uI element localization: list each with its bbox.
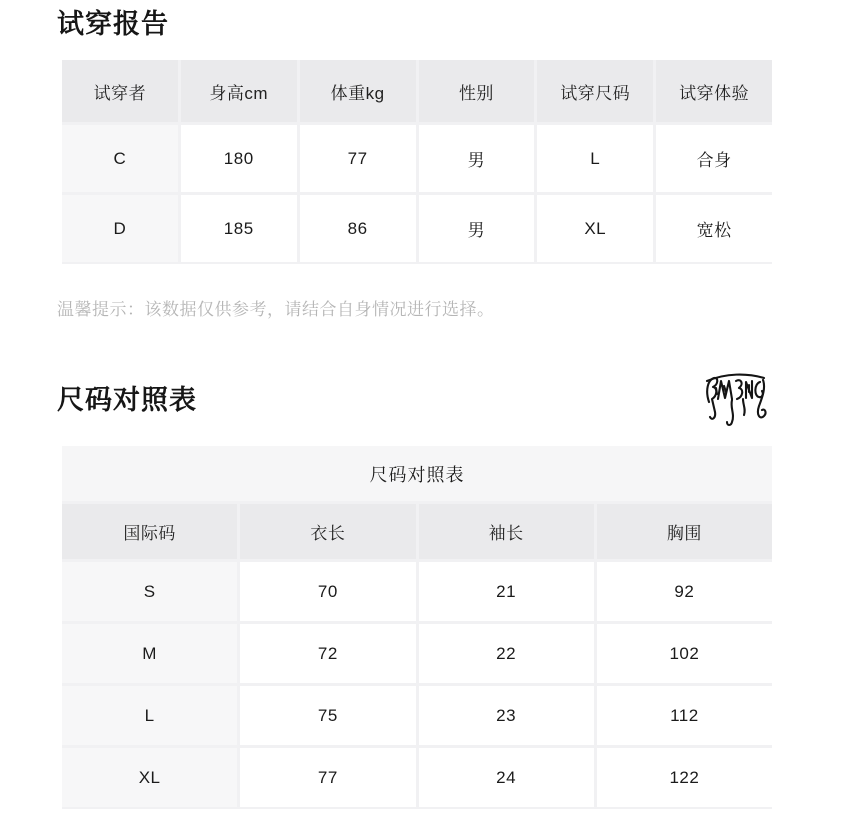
table-cell: D xyxy=(62,195,178,262)
table-cell: 77 xyxy=(300,125,416,192)
table-header-cell: 身高cm xyxy=(181,60,297,122)
size-chart-title: 尺码对照表 xyxy=(57,385,197,415)
table-header-cell: 袖长 xyxy=(419,504,594,559)
scribble-signature-brand-logo-icon xyxy=(702,372,768,436)
table-cell: L xyxy=(62,686,237,745)
table-cell: 21 xyxy=(419,562,594,621)
size-chart-table-caption: 尺码对照表 xyxy=(62,446,772,501)
fit-report-title: 试穿报告 xyxy=(57,9,169,39)
fit-report-table xyxy=(62,60,772,264)
table-header-cell: 胸围 xyxy=(597,504,772,559)
table-header-cell: 试穿者 xyxy=(62,60,178,122)
table-cell: 22 xyxy=(419,624,594,683)
table-cell: 23 xyxy=(419,686,594,745)
table-cell: 92 xyxy=(597,562,772,621)
fit-report-note: 温馨提示：该数据仅供参考，请结合自身情况进行选择。 xyxy=(57,300,495,319)
table-cell: 75 xyxy=(240,686,415,745)
table-cell: 合身 xyxy=(656,125,772,192)
table-cell: 72 xyxy=(240,624,415,683)
size-chart-section xyxy=(57,384,849,809)
table-cell: 102 xyxy=(597,624,772,683)
table-cell: 男 xyxy=(419,195,535,262)
table-cell: 24 xyxy=(419,748,594,807)
table-cell: 180 xyxy=(181,125,297,192)
table-cell: L xyxy=(537,125,653,192)
table-header-cell: 试穿体验 xyxy=(656,60,772,122)
table-cell: 77 xyxy=(240,748,415,807)
table-cell: S xyxy=(62,562,237,621)
table-cell: 122 xyxy=(597,748,772,807)
table-cell: M xyxy=(62,624,237,683)
table-header-cell: 国际码 xyxy=(62,504,237,559)
size-chart-section-header xyxy=(57,384,849,416)
table-cell: 86 xyxy=(300,195,416,262)
fit-report-section xyxy=(57,8,849,322)
table-cell: 70 xyxy=(240,562,415,621)
table-cell: 185 xyxy=(181,195,297,262)
table-header-cell: 性别 xyxy=(419,60,535,122)
table-cell: C xyxy=(62,125,178,192)
table-cell: 男 xyxy=(419,125,535,192)
table-cell: 宽松 xyxy=(656,195,772,262)
size-chart-table xyxy=(62,446,772,809)
table-header-cell: 体重kg xyxy=(300,60,416,122)
table-cell: XL xyxy=(537,195,653,262)
table-header-cell: 试穿尺码 xyxy=(537,60,653,122)
table-header-cell: 衣长 xyxy=(240,504,415,559)
table-cell: 112 xyxy=(597,686,772,745)
table-cell: XL xyxy=(62,748,237,807)
